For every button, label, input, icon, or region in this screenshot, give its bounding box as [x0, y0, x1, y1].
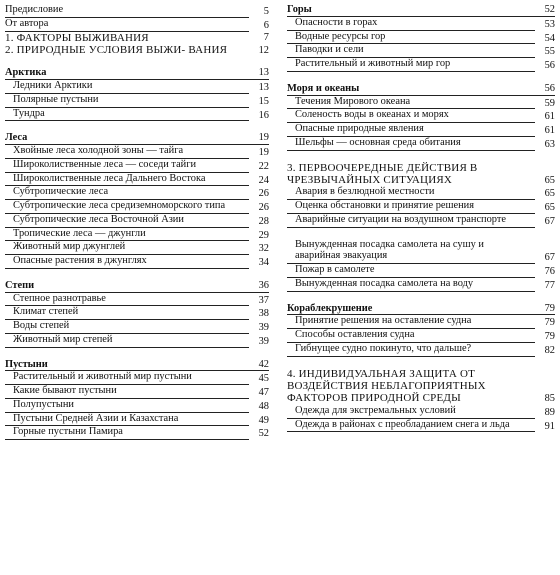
toc-entry-title: Авария в безлюдной местности	[287, 186, 535, 200]
toc-entry-title: Опасности в горах	[287, 17, 535, 31]
toc-entry-title: От автора	[5, 18, 249, 32]
toc-entry-title: Пустыни	[5, 358, 48, 370]
toc-entry-page: 36	[258, 279, 269, 291]
toc-entry-title: Леса	[5, 132, 28, 144]
toc-entry	[287, 303, 555, 316]
toc-entry	[287, 109, 555, 123]
toc-entry-title: 4. ИНДИВИДУАЛЬНАЯ ЗАЩИТА ОТ ВОЗДЕЙСТВИЯ НЕБЛАГОПРИЯТНЫХ ФАКТОРОВ ПРИРОДНОЙ СРЕДЫ	[287, 367, 486, 405]
toc-entry-title: Принятие решения на оставление судна	[287, 315, 535, 329]
toc-entry-page: 6	[263, 19, 269, 31]
toc-entry-page: 56	[544, 60, 555, 71]
toc-entry-page: 67	[544, 215, 555, 227]
section-gap	[5, 56, 269, 67]
toc-entry-page: 22	[258, 160, 269, 172]
toc-entry	[5, 200, 269, 214]
toc-entry-title: Способы оставления судна	[287, 329, 535, 343]
toc-entry-page: 26	[258, 202, 269, 214]
toc-entry	[5, 413, 269, 427]
toc-entry	[5, 241, 269, 255]
toc-entry-page: 12	[258, 44, 269, 56]
toc-entry	[287, 329, 555, 343]
toc-entry-page: 52	[544, 4, 555, 15]
toc-entry	[287, 315, 555, 329]
toc-entry-title: Соленость воды в океанах и морях	[287, 109, 535, 123]
toc-entry-title: Широколиственные леса Дальнего Востока	[5, 173, 249, 187]
toc-entry	[287, 83, 555, 96]
toc-entry-title: 3. ПЕРВООЧЕРЕДНЫЕ ДЕЙСТВИЯ В ЧРЕЗВЫЧАЙНЫХ СИТУАЦИЯХ	[287, 161, 478, 186]
toc-left-column	[5, 4, 269, 440]
toc-entry	[5, 228, 269, 242]
toc-entry-page: 79	[544, 317, 555, 329]
toc-entry	[5, 67, 269, 80]
toc-entry-page: 26	[258, 188, 269, 200]
toc-entry-page: 48	[258, 400, 269, 412]
toc-entry-page: 39	[258, 335, 269, 347]
toc-entry-title: Горные пустыни Памира	[5, 426, 249, 440]
toc-entry-title: Одежда в районах с преобладанием снега и льда	[287, 419, 535, 433]
toc-entry-page: 85	[544, 393, 555, 405]
toc-entry	[287, 31, 555, 45]
section-gap	[287, 228, 555, 239]
toc-entry	[287, 162, 555, 187]
toc-entry-page: 13	[258, 67, 269, 79]
toc-entry	[5, 32, 269, 44]
toc-entry-title: Степи	[5, 279, 35, 291]
toc-entry-page: 65	[544, 188, 555, 200]
toc-entry-title: Субтропические леса	[5, 186, 249, 200]
toc-entry-title: Хвойные леса холодной зоны — тайга	[5, 145, 249, 159]
toc-entry-page: 34	[258, 257, 269, 269]
toc-entry-title: Ледники Арктики	[5, 80, 249, 94]
toc-entry	[5, 80, 269, 94]
section-gap	[5, 348, 269, 359]
toc-entry-page: 32	[258, 243, 269, 255]
toc-entry-page: 61	[544, 111, 555, 123]
toc-entry-page: 91	[544, 420, 555, 432]
toc-entry	[5, 132, 269, 145]
toc-entry-title: Вынужденная посадка самолета на воду	[287, 278, 535, 292]
toc-entry-title: Горы	[287, 4, 312, 15]
toc-entry-title: Пожар в самолете	[287, 264, 535, 278]
toc-entry-title: Субтропические леса средиземноморского типа	[5, 200, 249, 214]
toc-entry-title: Шельфы — основная среда обитания	[287, 137, 535, 151]
toc-entry	[5, 280, 269, 293]
toc-entry	[5, 385, 269, 399]
toc-entry	[287, 96, 555, 110]
toc-entry	[5, 108, 269, 122]
toc-entry-page: 52	[258, 428, 269, 440]
toc-entry	[5, 426, 269, 440]
toc-entry	[5, 44, 269, 56]
toc-entry	[287, 44, 555, 58]
toc-entry	[287, 137, 555, 151]
toc-entry	[287, 17, 555, 31]
toc-entry-page: 56	[544, 82, 555, 94]
toc-entry-title: Тундра	[5, 108, 249, 122]
toc-entry-title: Кораблекрушение	[287, 302, 373, 314]
toc-entry-page: 59	[544, 97, 555, 109]
toc-entry-title: Растительный и животный мир гор	[287, 58, 535, 72]
toc-entry-title: Животный мир джунглей	[5, 241, 249, 255]
toc-entry-page: 65	[544, 174, 555, 186]
toc-entry-title: Водные ресурсы гор	[287, 31, 535, 45]
toc-entry	[5, 186, 269, 200]
toc-entry-title: Арктика	[5, 67, 47, 79]
toc-entry-page: 79	[544, 331, 555, 343]
toc-entry-title: Полярные пустыни	[5, 94, 249, 108]
toc-entry-title: Одежда для экстремальных условий	[287, 405, 535, 419]
toc-entry	[287, 4, 555, 17]
toc-entry-page: 19	[258, 132, 269, 144]
toc-entry	[5, 293, 269, 307]
toc-entry-title: Воды степей	[5, 320, 249, 334]
toc-entry	[5, 94, 269, 108]
toc-entry-title: Оценка обстановки и принятие решения	[287, 200, 535, 214]
toc-entry	[5, 255, 269, 269]
toc-entry-title: Опасные растения в джунглях	[5, 255, 249, 269]
toc-entry-page: 5	[263, 6, 269, 17]
toc-right-column	[287, 4, 555, 432]
toc-entry-page: 38	[258, 308, 269, 320]
toc-entry-title: Пустыни Средней Азии и Казахстана	[5, 413, 249, 427]
toc-entry-title: Опасные природные явления	[287, 123, 535, 137]
toc-entry-title: Степное разнотравье	[5, 293, 249, 307]
toc-entry-page: 54	[544, 32, 555, 44]
toc-entry-page: 19	[258, 147, 269, 159]
toc-entry-title: Какие бывают пустыни	[5, 385, 249, 399]
toc-entry-page: 47	[258, 387, 269, 399]
toc-entry-page: 39	[258, 322, 269, 334]
toc-entry-page: 79	[544, 302, 555, 314]
toc-entry-title: Предисловие	[5, 4, 249, 18]
toc-entry	[5, 159, 269, 173]
toc-entry	[5, 371, 269, 385]
toc-entry	[287, 343, 555, 357]
toc-entry-page: 28	[258, 215, 269, 227]
toc-entry-page: 37	[258, 294, 269, 306]
toc-entry-title: Животный мир степей	[5, 334, 249, 348]
section-gap	[5, 121, 269, 132]
toc-entry-page: 76	[544, 266, 555, 278]
toc-entry-title: Вынужденная посадка самолета на сушу и аварийная эвакуация	[287, 239, 535, 265]
toc-entry	[287, 123, 555, 137]
toc-entry	[5, 306, 269, 320]
toc-entry	[287, 186, 555, 200]
toc-entry	[5, 173, 269, 187]
section-gap	[287, 151, 555, 162]
toc-entry-page: 45	[258, 373, 269, 385]
toc-entry	[287, 200, 555, 214]
toc-entry-title: Тропические леса — джунгли	[5, 228, 249, 242]
toc-entry	[287, 264, 555, 278]
toc-entry-title: 2. ПРИРОДНЫЕ УСЛОВИЯ ВЫЖИ- ВАНИЯ	[5, 43, 228, 56]
toc-entry	[5, 334, 269, 348]
toc-entry	[287, 214, 555, 228]
toc-entry-page: 77	[544, 279, 555, 291]
toc-entry-title: 1. ФАКТОРЫ ВЫЖИВАНИЯ	[5, 31, 149, 44]
toc-entry	[5, 4, 269, 18]
toc-entry-page: 13	[258, 82, 269, 94]
toc-entry	[5, 18, 269, 32]
toc-entry-title: Паводки и сели	[287, 44, 535, 58]
toc-entry-page: 24	[258, 174, 269, 186]
toc-entry-page: 65	[544, 202, 555, 214]
toc-entry-page: 16	[258, 109, 269, 121]
toc-entry	[287, 278, 555, 292]
toc-entry	[5, 145, 269, 159]
toc-entry-page: 89	[544, 406, 555, 418]
toc-entry	[287, 419, 555, 433]
toc-entry-title: Растительный и животный мир пустыни	[5, 371, 249, 385]
toc-entry	[287, 405, 555, 419]
toc-entry-page: 82	[544, 344, 555, 356]
toc-entry-page: 61	[544, 125, 555, 136]
toc-entry	[5, 399, 269, 413]
section-gap	[287, 357, 555, 368]
toc-entry-title: Течения Мирового океана	[287, 96, 535, 110]
toc-entry-page: 7	[263, 32, 269, 44]
toc-entry-page: 42	[258, 358, 269, 370]
toc-entry-page: 15	[258, 95, 269, 107]
toc-entry	[287, 239, 555, 265]
toc-entry-page: 49	[258, 414, 269, 426]
section-gap	[287, 72, 555, 83]
toc-entry-page: 29	[258, 229, 269, 241]
toc-entry-page: 55	[544, 46, 555, 58]
toc-entry-page: 67	[544, 252, 555, 264]
toc-entry-title: Моря и океаны	[287, 82, 360, 94]
toc-entry-title: Гибнущее судно покинуто, что дальше?	[287, 343, 535, 357]
section-gap	[287, 292, 555, 303]
toc-entry	[5, 359, 269, 372]
toc-entry	[287, 368, 555, 405]
toc-entry-title: Полупустыни	[5, 399, 249, 413]
toc-entry-title: Аварийные ситуации на воздушном транспорте	[287, 214, 535, 228]
toc-entry-title: Субтропические леса Восточной Азии	[5, 214, 249, 228]
section-gap	[5, 269, 269, 280]
toc-entry-page: 63	[544, 138, 555, 150]
toc-entry-title: Широколиственные леса — соседи тайги	[5, 159, 249, 173]
toc-entry	[5, 214, 269, 228]
toc-entry	[287, 58, 555, 72]
toc-entry-page: 53	[544, 18, 555, 30]
toc-entry-title: Климат степей	[5, 306, 249, 320]
toc-entry	[5, 320, 269, 334]
